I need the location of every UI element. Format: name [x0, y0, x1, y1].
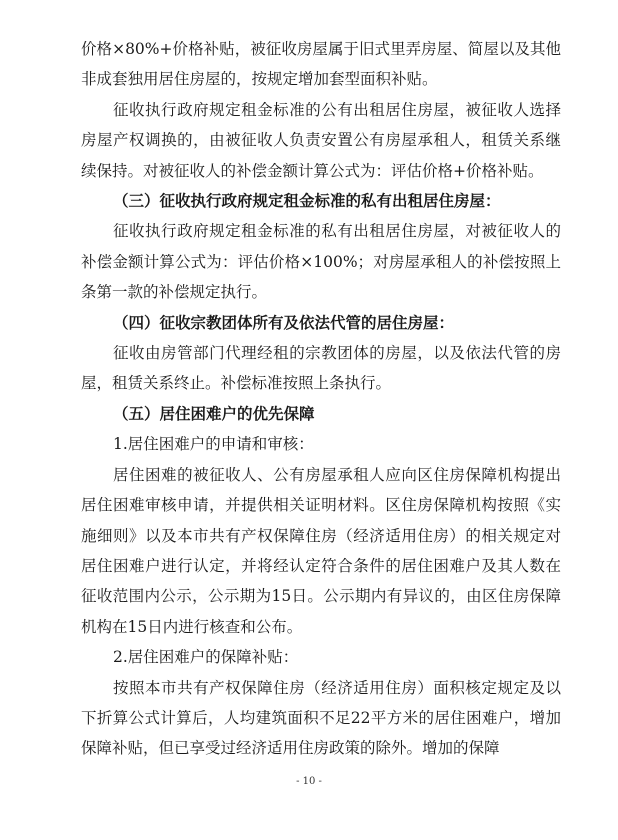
section-heading-5: （五）居住困难户的优先保障 [113, 403, 315, 423]
paragraph-compensation-formula-continued: 价格×80%+价格补贴，被征收房屋属于旧式里弄房屋、简屋以及其他非成套独用居住房屋的，按规定增加套型面积补贴。 [81, 40, 561, 89]
paragraph-public-rental-housing: 征收执行政府规定租金标准的公有出租居住房屋，被征收人选择房屋产权调换的，由被征收人负责安置公有房屋承租人，租赁关系继续保持。对被征收人的补偿金额计算公式为：评估价格+价格补贴。 [81, 100, 561, 180]
paragraph-private-rental-housing: 征收执行政府规定租金标准的私有出租居住房屋，对被征收人的补偿金额计算公式为：评估价格×100%；对房屋承租人的补偿按照上条第一款的补偿规定执行。 [81, 222, 561, 302]
paragraph-subsidy: 按照本市共有产权保障住房（经济适用住房）面积核定规定及以下折算公式计算后，人均建筑面积不足22平方米的居住困难户，增加保障补贴，但已享受过经济适用住房政策的除外。增加的保障 [81, 678, 561, 758]
section-heading-4: （四）征收宗教团体所有及依法代管的居住房屋： [113, 312, 455, 332]
section-heading-3: （三）征收执行政府规定租金标准的私有出租居住房屋： [113, 191, 501, 211]
subsection-heading-2: 2.居住困难户的保障补贴： [113, 648, 299, 667]
subsection-heading-1: 1.居住困难户的申请和审核： [113, 435, 314, 454]
page-number: - 10 - [296, 776, 322, 787]
document-body [81, 34, 561, 764]
paragraph-application-review: 居住困难的被征收人、公有房屋承租人应向区住房保障机构提出居住困难审核申请，并提供相关证明材料。区住房保障机构按照《实施细则》以及本市共有产权保障住房（经济适用住房）的相关规定对居住困难户进行认定，并将经认定符合条件的居住困难户及其人数在征收范围内公示，公示期为15日。公示期内有异议的，由区住房保障机构在15日内进行核查和公布。 [81, 465, 561, 636]
paragraph-religious-housing: 征收由房管部门代理经租的宗教团体的房屋，以及依法代管的房屋，租赁关系终止。补偿标准按照上条执行。 [81, 344, 561, 393]
